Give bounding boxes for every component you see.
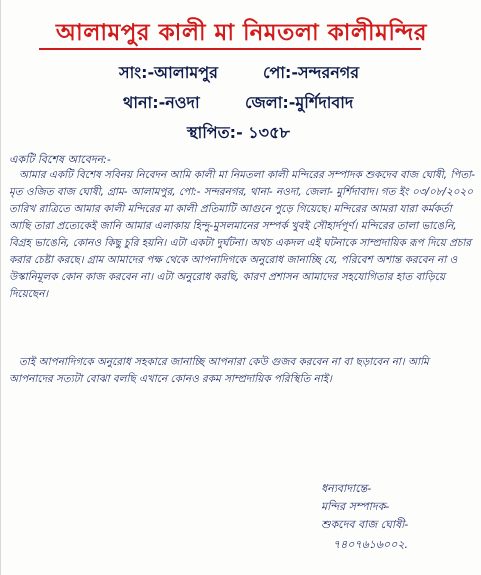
signature-role: মন্দির সম্পাদক-: [321, 500, 390, 513]
title-underline: [39, 48, 421, 50]
signature-thanks: ধন্যবাদান্তে-: [321, 482, 372, 495]
signature-phone: ৭৪০৭৬১৬০০২.: [333, 538, 408, 551]
letter-salutation: একটি বিশেষ আবেদন:-: [9, 153, 111, 166]
letter-body-paragraph-2: তাই আপনাদিগকে অনুরোধ সহকারে জানাচ্ছি আপনারা কেউ গুজব করবেন না বা ছড়াবেন না। আমি আপনাদের সত্যটা বোঝা বলছি এখানে কোনও রকম সাম্প্রদায়িক পরিস্থিতি নাই।: [9, 356, 429, 385]
signature-name: শুকদেব বাজ ঘোষী-: [321, 518, 409, 531]
letter-body-paragraph-1: আমার একটি বিশেষ সবিনয় নিবেদন আমি কালী মা নিমতলা কালী মন্দিরের সম্পাদক শুকদেব বাজ ঘোষী, পিতা- মৃত ওজিত বাজ ঘোষী, গ্রাম- আলামপুর, পো:- সন্দরনগর, থানা- নওদা, জেলা- মুর্শিদাবাদ। গত ইং ০৩/০৮/২০২০ তারিখ রাত্রিতে আমার কালী মন্দিরের মা কালী প্রতিমাটি আগুনে পুড়ে গিয়েছে। মন্দিরের আমরা যারা কর্মকর্তা আছি তারা প্রত্যেকেই জানি আমার এলাকায় হিন্দু-মুসলমানের সম্পর্ক খুবই সৌহার্দপূর্ণ। মন্দিরের তালা ভাঙেনি, বিগ্রহ ভাঙেনি, কোনও কিছু চুরি হয়নি। এটা একটা দুর্ঘটনা। অথচ একদল এই ঘটনাকে সাম্প্রদায়িক রূপ দিয়ে প্রচার করার চেষ্টা করছে। গ্রাম আমাদের পক্ষ থেকে আপনাদিগকে অনুরোধ জানাচ্ছি যে, পরিবেশ অশান্ত করবেন না ও উস্কানিমূলক কোন কাজ করবেন না। এটা অনুরোধ করছি, কারণ প্রশাসন আমাদের সহযোগিতার হাত বাড়িয়ে দিয়েছেন।: [9, 169, 475, 300]
established-year: স্থাপিত:- ১৩৫৮: [187, 123, 290, 142]
temple-name-title: আলামপুর কালী মা নিমতলা কালীমন্দির: [55, 20, 428, 46]
district-address: জেলা:-মুর্শিদাবাদ: [245, 93, 354, 112]
village-address: সাং:-আলামপুর: [119, 63, 218, 82]
post-office-address: পো:-সন্দরনগর: [263, 63, 360, 82]
police-station-address: থানা:-নওদা: [123, 93, 200, 112]
